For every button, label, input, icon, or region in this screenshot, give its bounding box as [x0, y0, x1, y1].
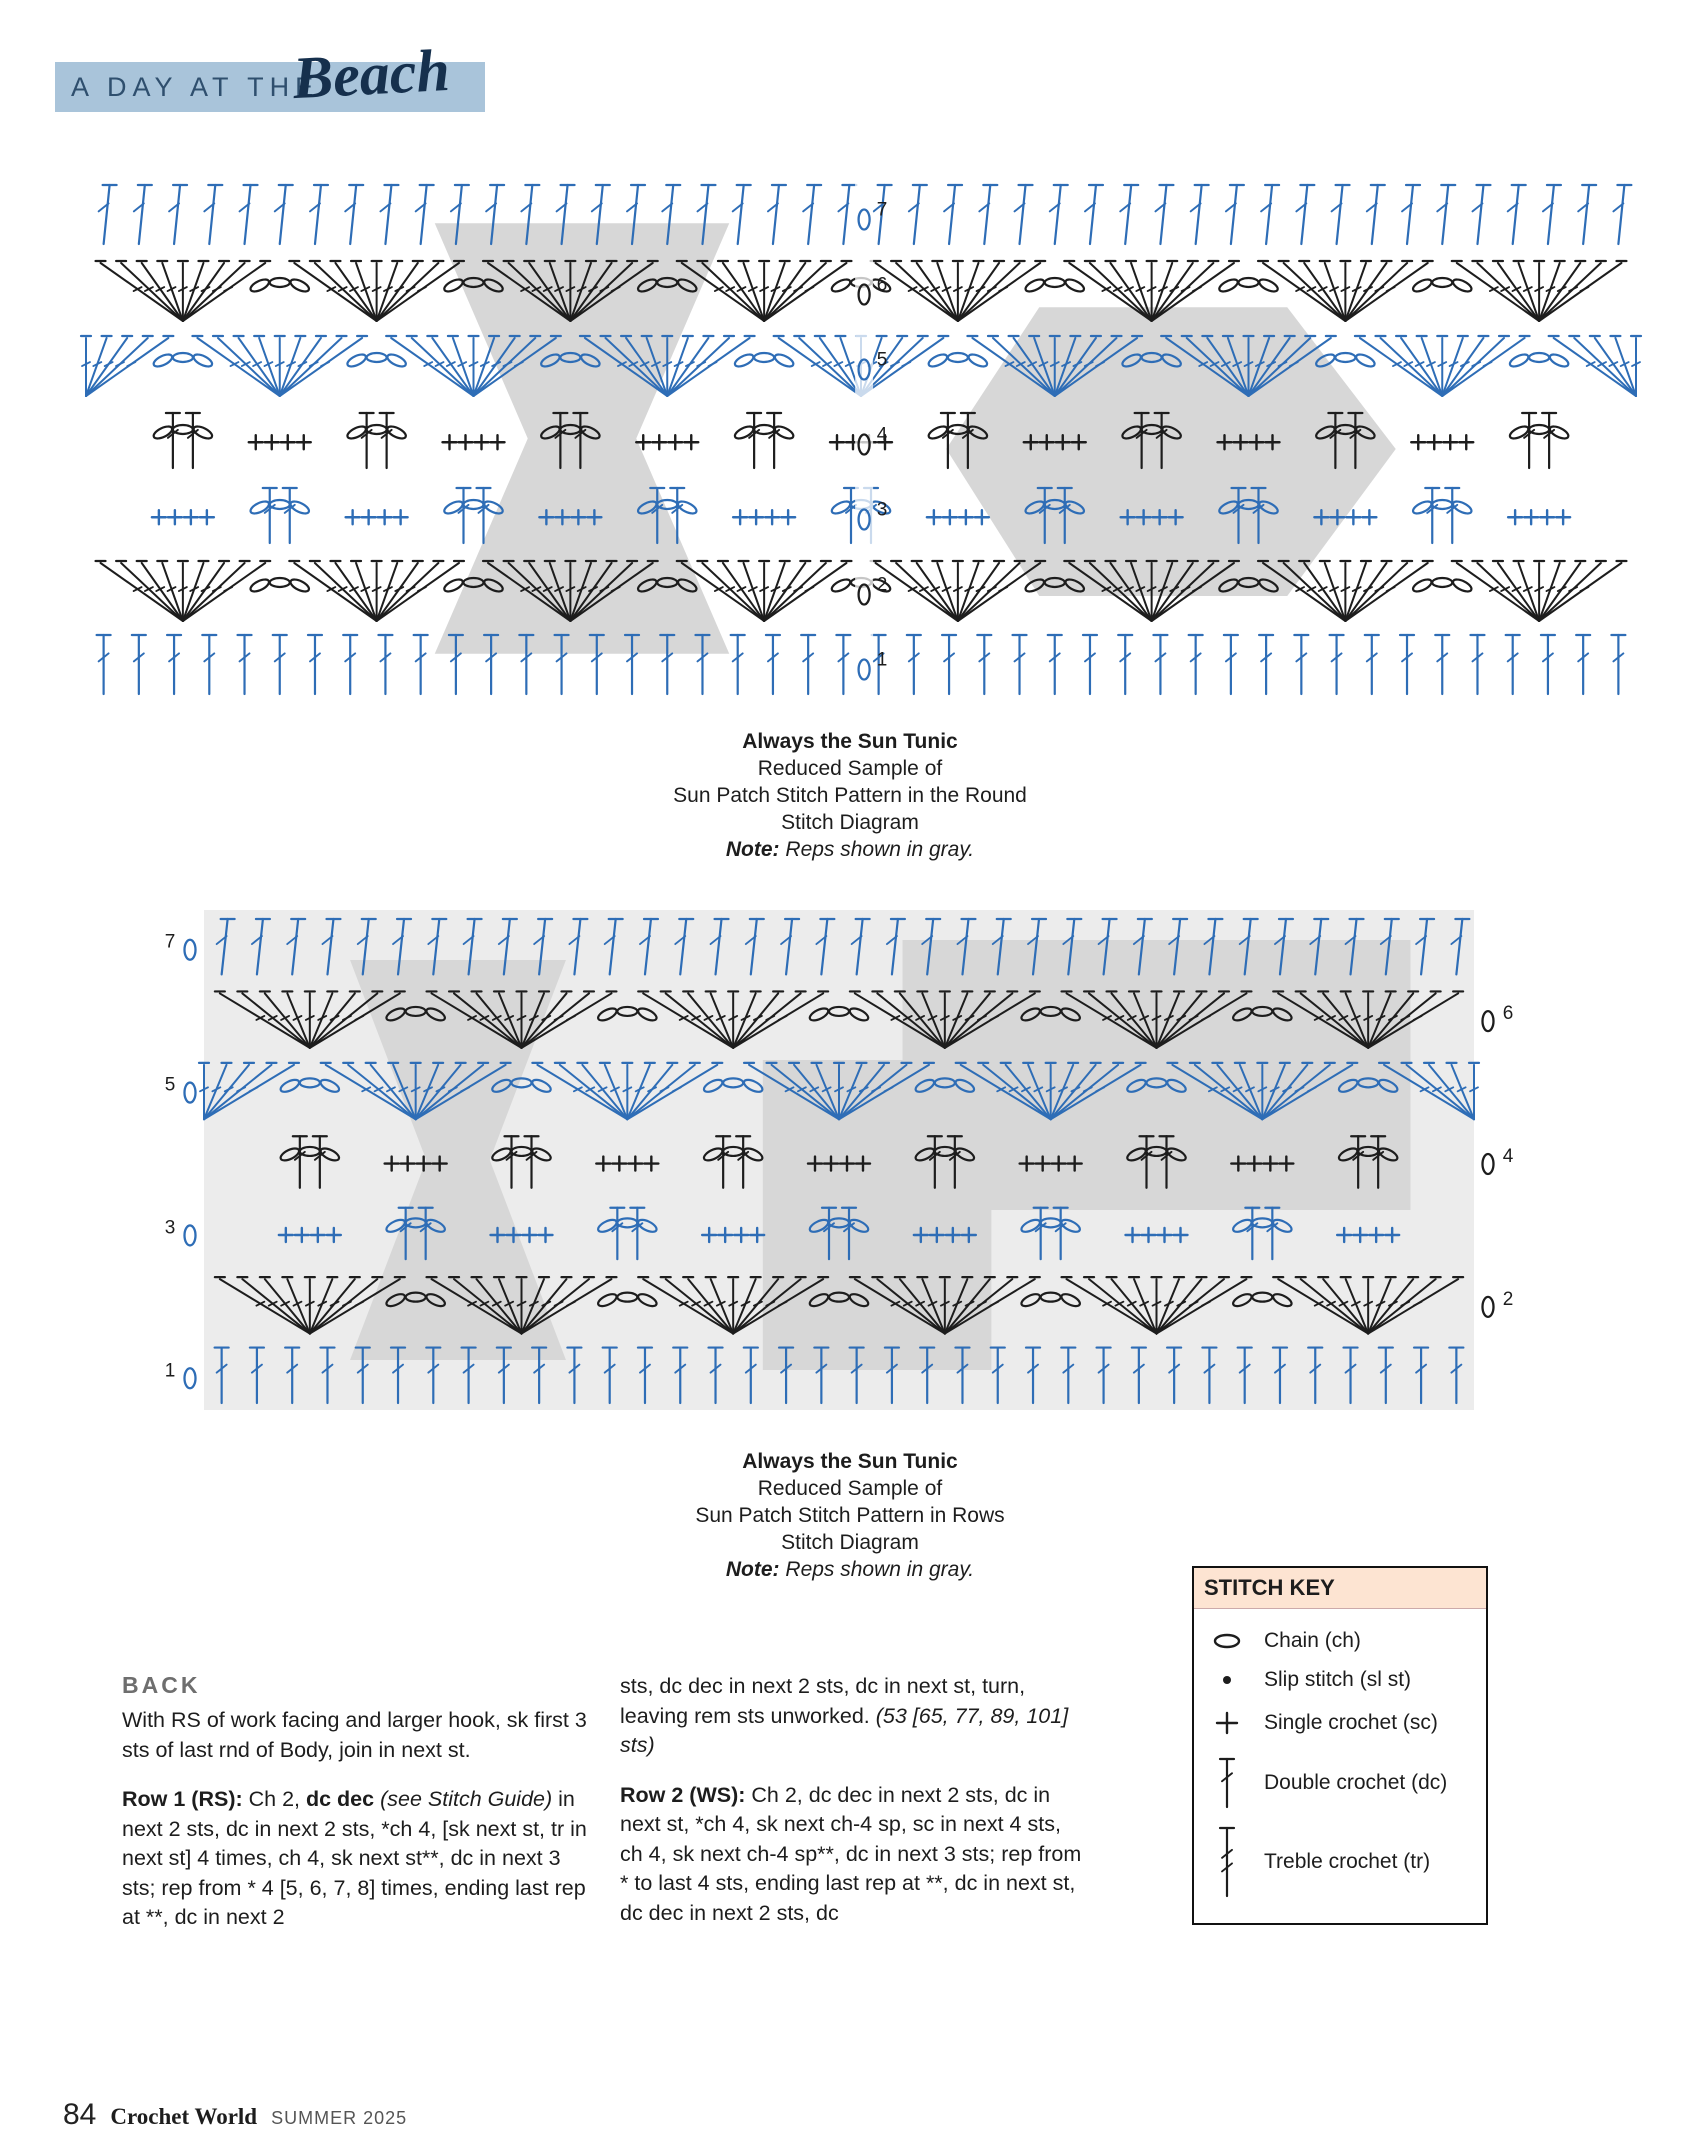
caption-line: Stitch Diagram — [781, 1531, 919, 1554]
chain-icon — [1204, 1624, 1250, 1658]
stitch-key-item — [1204, 1665, 1476, 1695]
stitch-key-title: STITCH KEY — [1194, 1568, 1486, 1609]
text-segment: Ch 2, — [248, 1787, 306, 1811]
svg-text:1: 1 — [876, 649, 888, 671]
svg-text:4: 4 — [1502, 1146, 1514, 1167]
stitch-key-item — [1204, 1624, 1476, 1658]
caption-title: Always the Sun Tunic — [742, 1450, 958, 1473]
svg-text:5: 5 — [876, 349, 888, 371]
stitch-key-label: Single crochet (sc) — [1264, 1711, 1438, 1734]
caption-note — [350, 836, 1350, 863]
page-number: 84 — [63, 2098, 97, 2131]
text-segment: With RS of work facing and larger hook, sk first 3 sts of last rnd of Body, join in next st. — [122, 1708, 587, 1762]
dc-icon — [1204, 1751, 1250, 1815]
svg-text:7: 7 — [164, 931, 176, 953]
stitch-key-items — [1194, 1609, 1486, 1923]
stitch-key-item — [1204, 1702, 1476, 1744]
stitch-diagram-rows — [156, 896, 1522, 1424]
svg-text:3: 3 — [876, 499, 888, 521]
page-footer — [63, 2098, 407, 2132]
stitch-key-label: Slip stitch (sl st) — [1264, 1668, 1412, 1691]
paragraph — [620, 1672, 1088, 1761]
paragraph — [620, 1781, 1088, 1929]
note-text: Reps shown in gray. — [779, 838, 975, 861]
caption-rows — [350, 1448, 1350, 1583]
caption-line: Stitch Diagram — [781, 811, 919, 834]
note-label: Note: — [725, 838, 780, 861]
text-segment: sts, dc dec in next 2 sts, dc in next st, turn, leaving rem sts unworked. — [620, 1674, 1026, 1728]
slip-icon — [1204, 1665, 1250, 1695]
svg-text:2: 2 — [1502, 1288, 1514, 1310]
tr-icon — [1204, 1822, 1250, 1902]
stitch-key-label: Chain (ch) — [1264, 1629, 1361, 1652]
text-segment: (see Stitch Guide) — [380, 1787, 553, 1811]
svg-text:6: 6 — [1502, 1003, 1514, 1025]
svg-text:4: 4 — [876, 424, 888, 446]
svg-text:1: 1 — [164, 1360, 176, 1382]
sc-icon — [1204, 1702, 1250, 1744]
text-segment: Row 1 (RS): — [122, 1787, 249, 1811]
note-text: Reps shown in gray. — [779, 1558, 975, 1581]
text-column-right — [620, 1672, 1088, 1948]
stitch-key-item — [1204, 1751, 1476, 1815]
text-segment: Ch 2, dc dec in next 2 sts, dc in next st, *ch 4, sk next ch-4 sp, sc in next 4 sts, ch 4, sk next ch-4 sp**, dc in next 3 sts; rep from * to last 4 sts, ending last rep at **, dc in next st, dc dec in next 2 sts, dc — [620, 1782, 1082, 1925]
stitch-diagram-round — [72, 164, 1650, 713]
svg-text:6: 6 — [876, 274, 888, 296]
caption-line: Reduced Sample of — [757, 1477, 943, 1500]
text-segment: in next 2 sts, dc in next 2 sts, *ch 4, [sk next st, tr in next st] 4 times, ch 4, sk next st**, dc in next 3 sts; rep from * 4 [5, 6, 7, 8] times, ending last rep at **, dc in next 2 — [122, 1787, 587, 1929]
section-banner — [55, 36, 485, 112]
stitch-key-label: Treble crochet (tr) — [1264, 1850, 1431, 1873]
caption-line: Reduced Sample of — [757, 757, 943, 780]
banner-prefix-text: A DAY AT THE — [71, 71, 320, 102]
caption-line: Sun Patch Stitch Pattern in the Round — [673, 784, 1027, 807]
caption-line: Sun Patch Stitch Pattern in Rows — [695, 1504, 1005, 1527]
note-label: Note: — [725, 1558, 780, 1581]
paragraph — [122, 1785, 590, 1933]
text-segment: dc dec — [305, 1787, 381, 1811]
paragraph — [122, 1706, 590, 1765]
svg-text:5: 5 — [164, 1074, 176, 1096]
svg-text:7: 7 — [876, 199, 888, 221]
caption-title: Always the Sun Tunic — [742, 730, 958, 753]
svg-text:2: 2 — [876, 574, 888, 596]
text-segment: (53 [65, 77, 89, 101] sts) — [620, 1703, 1069, 1757]
back-section-heading: BACK — [122, 1672, 201, 1698]
stitch-key-item — [1204, 1822, 1476, 1902]
issue-label: SUMMER 2025 — [271, 2108, 408, 2128]
svg-text:3: 3 — [164, 1217, 176, 1239]
caption-round — [350, 728, 1350, 863]
stitch-key-box — [1192, 1566, 1488, 1925]
magazine-name: Crochet World — [110, 2104, 258, 2129]
text-column-left — [122, 1706, 590, 1953]
stitch-key-label: Double crochet (dc) — [1264, 1771, 1448, 1794]
banner-script-text: Beach — [291, 36, 452, 112]
text-segment: Row 2 (WS): — [620, 1782, 752, 1807]
